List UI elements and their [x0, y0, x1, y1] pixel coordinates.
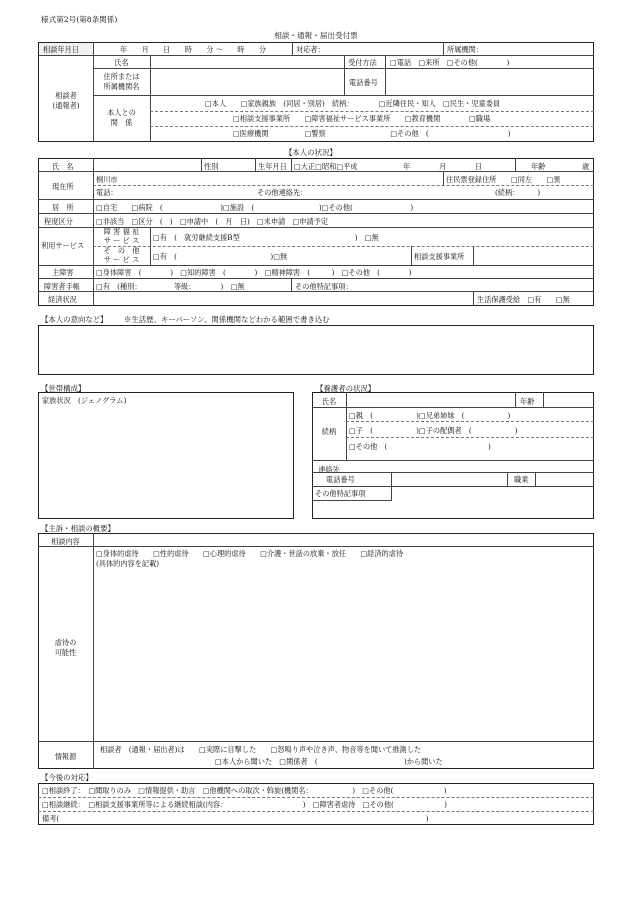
consult-content-label: 相談内容: [51, 537, 80, 546]
guardian-relation-row2[interactable]: □子 ( )□子の配偶者 ( ): [349, 426, 518, 435]
registered-address-options[interactable]: □同左 □異: [511, 175, 561, 184]
age-label: 年齢: [531, 162, 546, 171]
abuse-detail-note: (具体的内容を記載): [96, 559, 160, 568]
abuse-type-options[interactable]: □身体的虐待 □性的虐待 □心理的虐待 □介護・世話の放棄・放任 □経済的虐待: [96, 549, 404, 558]
guardian-header: 【養護者の状況】: [316, 384, 376, 393]
residence-label: 居 所: [52, 203, 74, 212]
consult-date-label: 相談年月日: [43, 45, 79, 54]
disability-options[interactable]: □身体障害 ( ) □知的障害 ( ) □精神障害 ( ) □その他 ( ): [96, 268, 412, 277]
person-phone-label: 電話：: [96, 188, 118, 197]
handbook-label: 障害者手帳: [44, 282, 80, 291]
birth-label: 生年月日: [258, 162, 287, 171]
guardian-name-label: 氏名: [321, 397, 337, 406]
other-notes-label: その他特記事項：: [295, 282, 353, 291]
other-contact-label: その他連絡先：: [257, 188, 308, 197]
handbook-options[interactable]: □有 (種別： 等級： ) □無: [96, 282, 245, 291]
support-level-label: 程度区分: [44, 217, 73, 226]
welfare-service-label: 障 害 福 祉 サ ー ビ ス: [103, 227, 140, 245]
economy-label: 経済状況: [48, 295, 77, 304]
intent-header: 【本人の意向など】: [41, 315, 108, 324]
address-label: 住所または 所属機関名: [103, 72, 140, 91]
birth-date-units: 年 月 日: [403, 162, 483, 171]
residence-options[interactable]: □自宅 □病院 ( )□施設 ( )□その他( ): [96, 203, 414, 212]
consult-date-units: 年 月 日 時 分 〜 時 分: [120, 45, 267, 54]
person-header: 【本人の状況】: [285, 148, 337, 157]
consultant-name-label: 氏名: [114, 58, 129, 67]
relation-label: 本人との 関 係: [107, 108, 136, 127]
person-name-label: 氏 名: [52, 162, 74, 171]
future-row-continue[interactable]: □相談継続： □相談支援事業所等による継続相談(内容： ) □障害者虐待 □その他( ): [42, 800, 447, 809]
intent-box[interactable]: [38, 325, 594, 375]
main-disability-label: 主障害: [52, 268, 74, 277]
future-row-notes[interactable]: 備考( ): [42, 814, 429, 823]
intent-note: ※生活歴、キーパーソン、関係機関などわかる範囲で書き込む: [124, 315, 330, 324]
era-options[interactable]: □大正□昭和□平成: [294, 162, 358, 171]
other-service-options[interactable]: □有 ( )□無: [153, 252, 288, 261]
relation-row3[interactable]: □医療機関 □警察 □その他 ( ): [233, 129, 511, 138]
method-options[interactable]: □電話 □来所 □その他( ): [390, 58, 510, 67]
family-status-label: 家族状況 (ジェノグラム): [42, 396, 127, 405]
support-level-options[interactable]: □非該当 □区分 ( ) □申請中 ( 月 日) □未申請 □申請予定: [96, 217, 329, 226]
household-box[interactable]: [38, 392, 294, 519]
guardian-relation-label: 続柄: [321, 427, 337, 436]
welfare-service-options[interactable]: □有 ( 就労継続支援B型 ) □無: [153, 233, 379, 242]
household-header: 【世帯構成】: [41, 384, 86, 393]
consultant-label: 相談者 (通報者): [52, 91, 80, 110]
info-source-row1[interactable]: 相談者 (通報・届出者)は □実際に目撃した □怒鳴り声や泣き声、物音等を聞いて推測した: [100, 745, 422, 754]
info-source-row2[interactable]: □本人から聞いた □関係者 ( )から聞いた: [215, 757, 443, 766]
consult-header: 【主訴・相談の概要】: [41, 524, 115, 533]
services-label: 利用サービス: [41, 241, 85, 250]
agency-label: 所属機関：: [447, 45, 483, 54]
guardian-age-label: 年齢: [520, 397, 535, 406]
relation-row1[interactable]: □本人 □家族親族 (同居・別居) 続柄： □近隣住民・知人 □民生・児童委員: [205, 99, 501, 108]
future-header: 【今後の対応】: [41, 773, 93, 782]
form-title: 相談・通報・届出受付票: [274, 31, 358, 40]
support-office-label: 相談支援事業所: [414, 252, 465, 261]
consult-table: [38, 533, 594, 769]
gender-label: 性別: [204, 162, 219, 171]
relation-row2[interactable]: □相談支援事業所 □障害福祉サービス事業所 □教育機関 □職場: [233, 114, 491, 123]
guardian-notes-label: その他特記事項: [315, 489, 366, 498]
guardian-job-label: 職業: [514, 475, 529, 484]
phone-label: 電話番号: [349, 78, 378, 87]
city-value: 桐川市: [96, 175, 118, 184]
guardian-phone-label: 電話番号: [326, 475, 355, 484]
contact-relation: (続柄： ): [495, 188, 541, 197]
guardian-contact-label: 連絡先: [318, 465, 340, 474]
form-id: 様式第2号(第8条関係): [41, 15, 118, 24]
welfare-benefit-options[interactable]: 生活保護受給 □有 □無: [477, 295, 570, 304]
guardian-relation-row3[interactable]: □その他 ( ): [349, 442, 491, 451]
age-unit: 歳: [582, 162, 590, 171]
registered-address-label: 住民票登録住所: [446, 175, 497, 184]
current-address-label: 現在所: [52, 182, 74, 191]
future-row-end[interactable]: □相談終了： □聞取りのみ □情報提供・助言 □他機関への取次・斡旋(機関名： ) □その他( ): [42, 786, 447, 795]
guardian-relation-row1[interactable]: □親 ( )□兄弟姉妹 ( ): [349, 411, 511, 420]
info-source-label: 情報源: [54, 752, 77, 761]
handler-label: 対応者：: [296, 45, 325, 54]
abuse-possibility-label: 虐待の 可能性: [54, 638, 77, 657]
other-service-label: そ の 他 サ ー ビ ス: [103, 246, 140, 264]
method-label: 受付方法: [348, 58, 377, 67]
